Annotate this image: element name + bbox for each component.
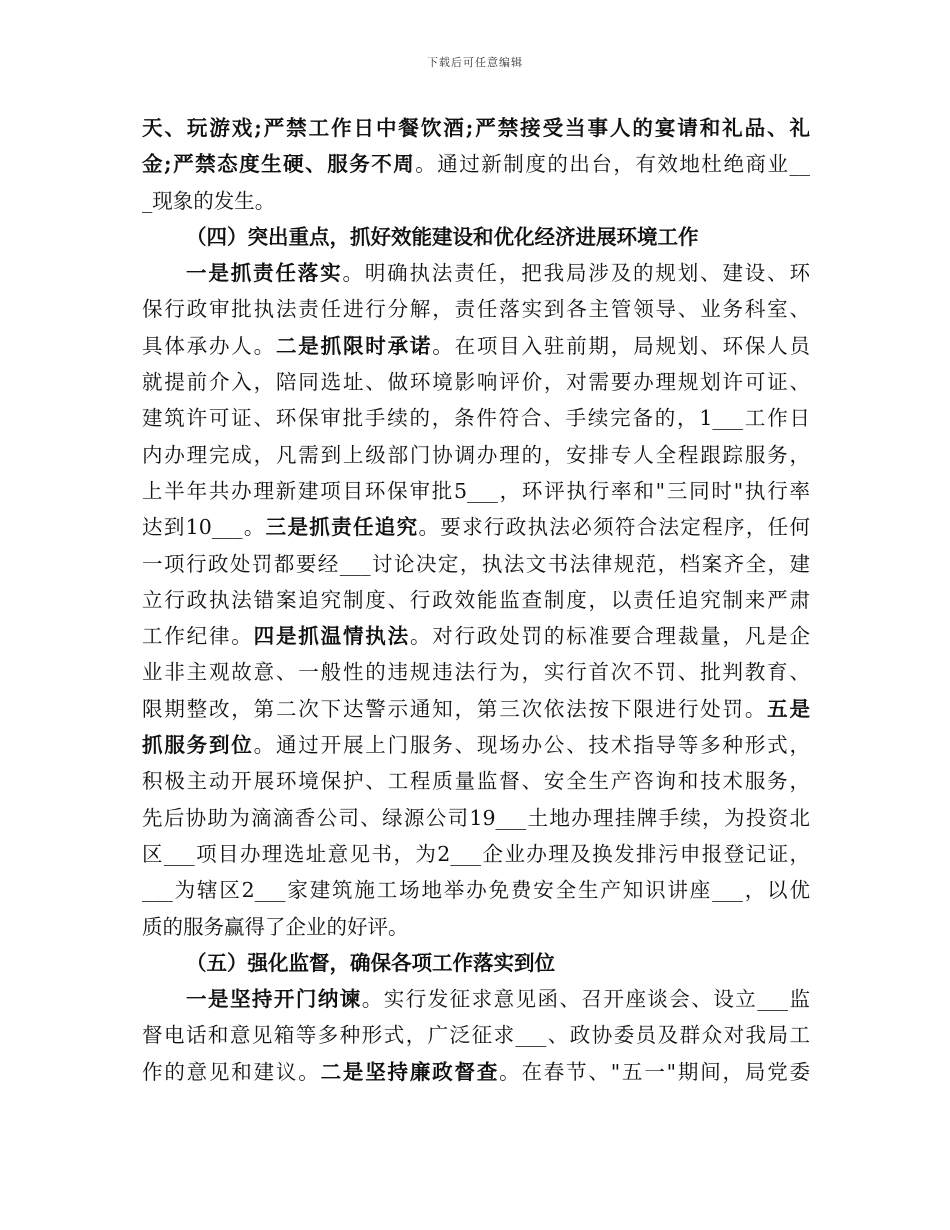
text-run: 限期整改，第二次下达警示通知，第三次依法按下限进行处罚。 [142, 696, 768, 721]
text-run: 。通过新制度的出台，有效地杜绝商业__ [415, 152, 810, 177]
text-run: 具体承办人。 [142, 333, 276, 358]
bold-run: （五）强化监督，确保各项工作落实到位 [186, 950, 555, 975]
text-run: 建筑许可证、环保审批手续的，条件符合、手续完备的，1___工作日 [142, 406, 810, 431]
text-line [142, 183, 810, 219]
text-run: 区___项目办理选址意见书，为2___企业办理及换发排污申报登记证， [142, 841, 810, 866]
text-run: 。实行发征求意见函、召开座谈会、设立___监 [361, 987, 811, 1012]
text-run: 保行政审批执法责任进行分解，责任落实到各主管领导、业务科室、 [142, 297, 810, 322]
bold-run: 金;严禁态度生硬、服务不周 [142, 152, 416, 177]
text-run: 作的意见和建议。 [142, 1059, 321, 1084]
text-line [142, 328, 810, 364]
bold-run: 抓服务到位 [142, 733, 254, 758]
text-run: 积极主动开展环境保护、工程质量监督、安全生产咨询和技术服务， [142, 769, 810, 794]
bold-run: 一是坚持开门纳谏 [186, 987, 362, 1012]
text-line [142, 546, 810, 582]
text-line [142, 400, 810, 436]
text-run: 。在春节、"五一"期间，局党委 [499, 1059, 811, 1084]
text-line [142, 800, 810, 836]
bold-run: 天、玩游戏;严禁工作日中餐饮酒;严禁接受当事人的宴请和礼品、礼 [142, 116, 810, 140]
text-run: 督电话和意见箱等多种形式，广泛征求___、政协委员及群众对我局工 [142, 1023, 810, 1048]
bold-run: （四）突出重点，抓好效能建设和优化经济进展环境工作 [186, 224, 699, 249]
text-run: ___为辖区2___家建筑施工场地举办免费安全生产知识讲座___，以优 [142, 878, 810, 903]
text-line [142, 763, 810, 799]
text-run: 立行政执法错案追究制度、行政效能监查制度，以责任追究制来严肃 [142, 587, 810, 612]
bold-run: 二是抓限时承诺 [275, 333, 433, 358]
text-run: 。明确执法责任，把我局涉及的规划、建设、环 [342, 261, 811, 286]
text-line [142, 727, 810, 763]
bold-run: 二是坚持廉政督查 [320, 1059, 500, 1084]
text-line [142, 509, 810, 545]
text-run: 。通过开展上门服务、现场办公、技术指导等多种形式， [253, 733, 811, 758]
text-run: 工作纪律。 [142, 624, 254, 649]
text-line [142, 582, 810, 618]
text-run: 达到10___。 [142, 515, 266, 540]
text-line [142, 618, 810, 654]
text-line [142, 909, 810, 945]
text-line [142, 291, 810, 327]
bold-run: 五是 [767, 696, 810, 721]
text-run: 就提前介入，陪同选址、做环境影响评价，对需要办理规划许可证、 [142, 370, 810, 395]
text-run: 。要求行政执法必须符合法定程序，任何 [418, 515, 811, 540]
bold-run: 三是抓责任追究 [265, 515, 419, 540]
text-line [142, 691, 810, 727]
text-line [142, 981, 810, 1017]
text-run: 内办理完成，凡需到上级部门协调办理的，安排专人全程跟踪服务， [142, 442, 810, 467]
text-line [142, 872, 810, 908]
text-line [142, 1017, 810, 1053]
section-heading [142, 945, 810, 981]
text-run: 质的服务赢得了企业的好评。 [142, 914, 409, 939]
text-line [142, 255, 810, 291]
text-run: 。对行政处罚的标准要合理裁量，凡是企 [409, 624, 811, 649]
bold-run: 一是抓责任落实 [186, 261, 343, 286]
text-line [142, 654, 810, 690]
text-run: 先后协助为滴滴香公司、绿源公司19___土地办理挂牌手续，为投资北 [142, 805, 810, 830]
text-run: _现象的发生。 [142, 188, 276, 213]
text-run: 业非主观故意、一般性的违规违法行为，实行首次不罚、批判教育、 [142, 660, 810, 685]
page-header: 下载后可任意编辑 [427, 56, 523, 69]
text-line [142, 1054, 810, 1090]
text-line [142, 110, 810, 146]
text-run: 一项行政处罚都要经___讨论决定，执法文书法律规范，档案齐全，建 [142, 551, 810, 576]
text-run: 。在项目入驻前期，局规划、环保人员 [432, 333, 811, 358]
text-line [142, 146, 810, 182]
text-line [142, 473, 810, 509]
section-heading [142, 219, 810, 255]
text-run: 上半年共办理新建项目环保审批5___，环评执行率和"三同时"执行率 [142, 478, 810, 503]
bold-run: 四是抓温情执法 [253, 624, 410, 649]
document-body [142, 110, 810, 1090]
text-line [142, 836, 810, 872]
text-line [142, 364, 810, 400]
text-line [142, 437, 810, 473]
